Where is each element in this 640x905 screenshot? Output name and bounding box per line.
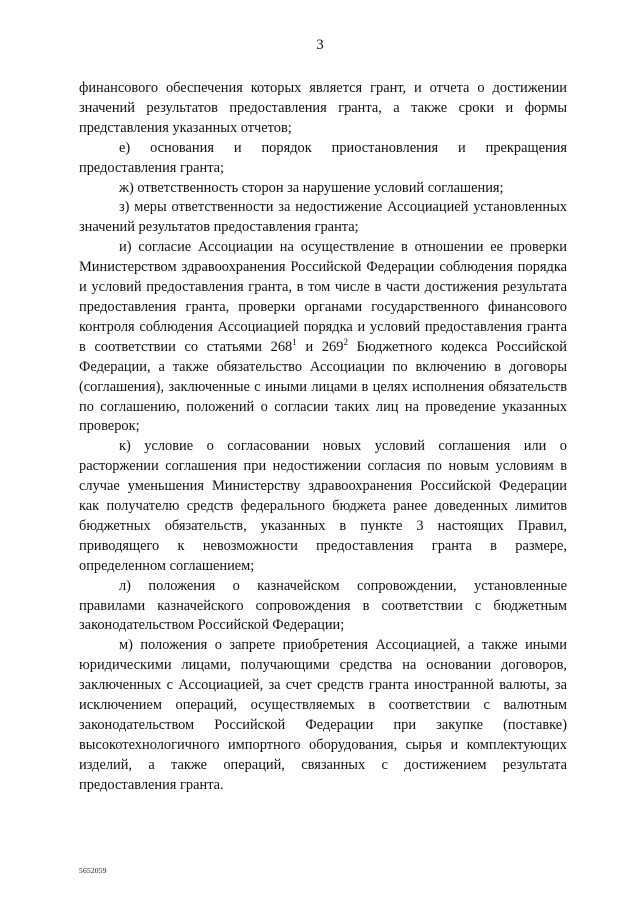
document-body: [79, 79, 567, 796]
superscript-268: 1: [292, 336, 297, 347]
paragraph-item-k: к) условие о согласовании новых условий соглашения или о расторжении соглашения при недостижении согласия по новым условиям в случае уменьшения Министерству здравоохранения Российской Федерации как получателю средств федерального бюджета ранее доведенных лимитов бюджетных обязательств, указанных в пункте 3 настоящих Правил, приводящего к невозможности предоставления гранта в размере, определенном соглашением;: [79, 438, 567, 574]
paragraph-continuation: финансового обеспечения которых является грант, и отчета о достижении значений результатов предоставления гранта, а также сроки и формы представления указанных отчетов;: [79, 80, 567, 136]
document-code: 5652059: [79, 866, 107, 875]
paragraph-item-m: м) положения о запрете приобретения Ассоциацией, а также иными юридическими лицами, получающими средства на основании договоров, заключенных с Ассоциацией, за счет средств гранта иностранной валюты, за исключением операций, осуществляемых в соответствии с валютным законодательством Российской Федерации при закупке (поставке) высокотехнологичного импортного оборудования, сырья и комплектующих изделий, а также операций, связанных с достижением результата предоставления гранта.: [79, 637, 567, 793]
paragraph-item-e: е) основания и порядок приостановления и прекращения предоставления гранта;: [79, 139, 567, 176]
item-i-text-b: и 269: [296, 338, 344, 355]
paragraph-item-z: з) меры ответственности за недостижение Ассоциацией установленных значений результатов предоставления гранта;: [79, 199, 567, 236]
item-i-text-c: Бюджетного кодекса Российской Федерации, а также обязательство Ассоциации по включению в договоры (соглашения), заключенные с иными лицами в целях исполнения обязательств по соглашению, положений о согласии таких лиц на проведение указанных проверок;: [79, 338, 567, 435]
item-i-text-a: и) согласие Ассоциации на осуществление в отношении ее проверки Министерством здравоохранения Российской Федерации соблюдения порядка и условий предоставления гранта, в том числе в части достижения результата предоставления гранта, проверки органами государственного финансового контроля соблюдения Ассоциацией порядка и условий предоставления гранта в соответствии со статьями 268: [79, 239, 567, 355]
superscript-269: 2: [343, 336, 348, 347]
paragraph-item-zh: ж) ответственность сторон за нарушение условий соглашения;: [119, 179, 504, 196]
paragraph-item-l: л) положения о казначейском сопровождении, установленные правилами казначейского сопровождения в соответствии с бюджетным законодательством Российской Федерации;: [79, 577, 567, 634]
page-number: 3: [316, 37, 324, 53]
paragraph-item-i: [79, 238, 567, 437]
